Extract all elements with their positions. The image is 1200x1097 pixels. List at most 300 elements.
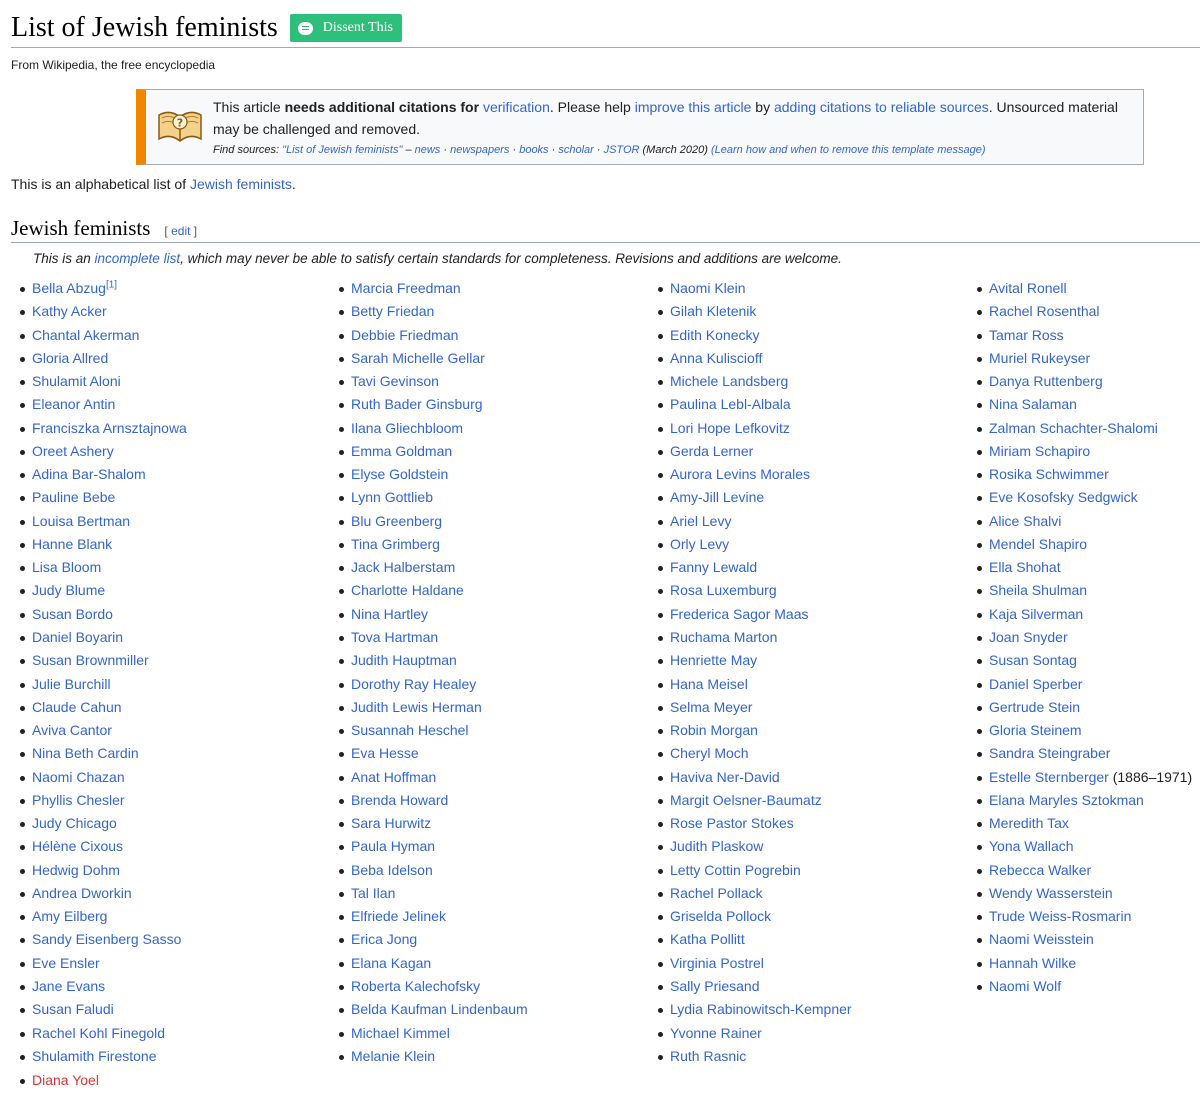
person-link[interactable]: Gertrude Stein	[989, 698, 1081, 715]
person-link[interactable]: Rachel Pollack	[670, 884, 763, 901]
person-link[interactable]: Amy Eilberg	[32, 908, 108, 925]
person-link[interactable]: Eve Ensler	[32, 954, 100, 971]
citation-notice-box	[136, 89, 1144, 165]
person-link[interactable]: Gloria Allred	[32, 349, 109, 366]
life-dates: (1886–1971)	[1108, 768, 1193, 785]
person-link[interactable]: Gerda Lerner	[670, 442, 754, 459]
person-link[interactable]: Susan Faludi	[32, 1001, 114, 1018]
list-item	[339, 836, 528, 859]
list-item	[977, 720, 1192, 743]
list-item	[20, 557, 187, 580]
list-item	[20, 487, 187, 510]
list-item	[658, 790, 852, 813]
list-item	[20, 580, 187, 603]
list-item	[339, 767, 528, 790]
person-link[interactable]: Amy-Jill Levine	[670, 489, 765, 506]
list-item	[20, 371, 187, 394]
person-link[interactable]: Emma Goldman	[351, 442, 453, 459]
person-link[interactable]: Yona Wallach	[989, 838, 1074, 855]
person-link[interactable]: Shulamith Firestone	[32, 1047, 157, 1064]
person-link[interactable]: Paula Hyman	[351, 838, 436, 855]
list-item	[20, 418, 187, 441]
list-item	[339, 557, 528, 580]
list-item	[658, 394, 852, 417]
list-item	[977, 557, 1192, 580]
list-item	[20, 906, 187, 929]
person-link[interactable]: Sandy Eisenberg Sasso	[32, 931, 182, 948]
section-title: Jewish feminists	[11, 216, 151, 240]
list-item	[339, 883, 528, 906]
person-link[interactable]: Eva Hesse	[351, 745, 419, 762]
person-link[interactable]: Oreet Ashery	[32, 442, 114, 459]
person-link[interactable]: Phyllis Chesler	[32, 791, 125, 808]
list-item	[977, 371, 1192, 394]
person-link[interactable]: Hanne Blank	[32, 535, 113, 552]
person-link[interactable]: Eleanor Antin	[32, 396, 116, 413]
list-item	[658, 929, 852, 952]
person-link[interactable]: Naomi Klein	[670, 280, 746, 296]
list-item	[977, 580, 1192, 603]
person-link[interactable]: Susannah Heschel	[351, 722, 469, 739]
person-link[interactable]: Rachel Kohl Finegold	[32, 1024, 166, 1041]
list-item	[339, 674, 528, 697]
person-link[interactable]: Avital Ronell	[989, 280, 1067, 296]
edit-link[interactable]: edit	[171, 224, 191, 238]
list-item	[658, 441, 852, 464]
person-link[interactable]: Zalman Schachter-Shalomi	[989, 419, 1158, 436]
person-link[interactable]: Anat Hoffman	[351, 768, 437, 785]
list-item	[20, 511, 187, 534]
list-item	[977, 325, 1192, 348]
list-item	[20, 953, 187, 976]
person-link[interactable]: Letty Cottin Pogrebin	[670, 861, 801, 878]
person-link[interactable]: Nina Beth Cardin	[32, 745, 139, 762]
person-link[interactable]: Mendel Shapiro	[989, 535, 1088, 552]
person-link[interactable]: Elana Maryles Sztokman	[989, 791, 1144, 808]
list-item	[658, 580, 852, 603]
list-item	[658, 883, 852, 906]
person-link[interactable]: Judy Blume	[32, 582, 106, 599]
reference-link[interactable]: [1]	[105, 279, 118, 291]
newspapers-link[interactable]: newspapers	[450, 144, 510, 156]
list-column-1	[20, 278, 187, 1069]
person-link[interactable]: Danya Ruttenberg	[989, 373, 1103, 390]
list-item	[20, 860, 187, 883]
list-item	[658, 604, 852, 627]
person-link[interactable]: Daniel Boyarin	[32, 628, 124, 645]
section-edit: [ edit ]	[164, 224, 198, 238]
list-item	[339, 325, 528, 348]
tagline: From Wikipedia, the free encyclopedia	[11, 58, 216, 72]
person-link[interactable]: Bella Abzug	[32, 280, 106, 296]
person-link[interactable]: Virginia Postrel	[670, 954, 764, 971]
list-item	[20, 441, 187, 464]
incomplete-list-note: This is an incomplete list, which may never be able to satisfy certain standards for completeness. Revisions and additions are welcome.	[33, 251, 842, 266]
person-link[interactable]: Ruchama Marton	[670, 628, 778, 645]
list-item	[339, 418, 528, 441]
person-link[interactable]: Brenda Howard	[351, 791, 449, 808]
list-item	[339, 487, 528, 510]
list-item	[658, 767, 852, 790]
list-extra	[20, 1070, 99, 1090]
list-column-2	[339, 278, 528, 1069]
person-link[interactable]: Adina Bar-Shalom	[32, 466, 146, 483]
list-item	[658, 487, 852, 510]
list-item	[20, 720, 187, 743]
list-item	[658, 348, 852, 371]
person-link[interactable]: Michele Landsberg	[670, 373, 789, 390]
person-link[interactable]: Melanie Klein	[351, 1047, 436, 1064]
list-item	[20, 1070, 99, 1090]
person-link[interactable]: Sandra Steingraber	[989, 745, 1111, 762]
person-link[interactable]: Ruth Rasnic	[670, 1047, 747, 1064]
list-item	[977, 301, 1192, 324]
list-item	[977, 511, 1192, 534]
list-item	[977, 487, 1192, 510]
person-link[interactable]: Aurora Levins Morales	[670, 466, 811, 483]
list-item	[339, 743, 528, 766]
list-item	[977, 441, 1192, 464]
person-link[interactable]: Naomi Weisstein	[989, 931, 1094, 948]
page-title: List of Jewish feminists	[11, 12, 278, 43]
list-item	[20, 790, 187, 813]
person-link[interactable]: Ruth Bader Ginsburg	[351, 396, 483, 413]
person-link[interactable]: Robin Morgan	[670, 722, 758, 739]
list-item	[20, 394, 187, 417]
person-link[interactable]: Andrea Dworkin	[32, 884, 132, 901]
list-item	[339, 790, 528, 813]
list-item	[977, 348, 1192, 371]
list-item	[339, 976, 528, 999]
list-item	[20, 1023, 187, 1046]
list-item	[658, 557, 852, 580]
person-link[interactable]: Charlotte Haldane	[351, 582, 464, 599]
person-link[interactable]: Paulina Lebl-Albala	[670, 396, 791, 413]
list-item	[20, 1046, 187, 1069]
list-item	[658, 650, 852, 673]
person-link[interactable]: Kaja Silverman	[989, 605, 1084, 622]
person-link[interactable]: Franciszka Arnsztajnowa	[32, 419, 187, 436]
person-link[interactable]: Hedwig Dohm	[32, 861, 120, 878]
person-link[interactable]: Trude Weiss-Rosmarin	[989, 908, 1132, 925]
dissent-button[interactable]	[290, 14, 402, 42]
list-item	[339, 860, 528, 883]
person-link[interactable]: Tova Hartman	[351, 628, 439, 645]
list-item	[658, 860, 852, 883]
book-question-icon	[156, 105, 204, 145]
person-link[interactable]: Marcia Freedman	[351, 280, 461, 296]
list-item	[658, 836, 852, 859]
find-sources: Find sources: "List of Jewish feminists" – news · newspapers · books · scholar · JSTOR (March 2020) (Learn how and when to remove this template message)	[213, 144, 986, 156]
person-link[interactable]: Rosika Schwimmer	[989, 466, 1109, 483]
person-link[interactable]: Claude Cahun	[32, 698, 122, 715]
list-item	[20, 464, 187, 487]
list-item	[658, 325, 852, 348]
person-link[interactable]: Lori Hope Lefkovitz	[670, 419, 790, 436]
list-item	[658, 674, 852, 697]
person-link[interactable]: Susan Sontag	[989, 652, 1077, 669]
person-link[interactable]: Eve Kosofsky Sedgwick	[989, 489, 1138, 506]
list-item	[977, 604, 1192, 627]
person-link[interactable]: Estelle Sternberger	[989, 768, 1109, 785]
title-row	[11, 10, 402, 46]
list-item	[20, 348, 187, 371]
person-link[interactable]: Tavi Gevinson	[351, 373, 439, 390]
list-item	[658, 627, 852, 650]
scholar-link[interactable]: scholar	[558, 144, 594, 156]
list-item	[20, 743, 187, 766]
list-item	[20, 627, 187, 650]
list-item	[339, 720, 528, 743]
person-link[interactable]: Haviva Ner-David	[670, 768, 780, 785]
person-link[interactable]: Sarah Michelle Gellar	[351, 349, 485, 366]
person-link[interactable]: Susan Brownmiller	[32, 652, 149, 669]
list-item	[977, 976, 1192, 999]
person-link[interactable]: Blu Greenberg	[351, 512, 443, 529]
person-link[interactable]: Sheila Shulman	[989, 582, 1088, 599]
list-item	[339, 813, 528, 836]
list-item	[339, 464, 528, 487]
list-item	[339, 394, 528, 417]
person-link[interactable]: Kathy Acker	[32, 303, 107, 320]
list-item	[339, 534, 528, 557]
list-item	[977, 929, 1192, 952]
list-item	[20, 813, 187, 836]
person-link[interactable]: Belda Kaufman Lindenbaum	[351, 1001, 528, 1018]
person-link[interactable]: Joan Snyder	[989, 628, 1068, 645]
person-link[interactable]: Griselda Pollock	[670, 908, 772, 925]
section-heading	[11, 216, 197, 241]
list-item	[20, 767, 187, 790]
person-link[interactable]: Ella Shohat	[989, 559, 1061, 576]
person-link[interactable]: Erica Jong	[351, 931, 418, 948]
list-item	[977, 278, 1192, 301]
person-link[interactable]: Gloria Steinem	[989, 722, 1082, 739]
dissent-label: Dissent This	[322, 20, 393, 35]
person-link[interactable]: Rebecca Walker	[989, 861, 1092, 878]
person-link[interactable]: Lisa Bloom	[32, 559, 102, 576]
person-link[interactable]: Orly Levy	[670, 535, 730, 552]
list-item	[20, 604, 187, 627]
list-item	[20, 697, 187, 720]
list-item	[20, 836, 187, 859]
person-link[interactable]: Yvonne Rainer	[670, 1024, 762, 1041]
person-link[interactable]: Katha Pollitt	[670, 931, 745, 948]
list-item	[977, 418, 1192, 441]
person-link[interactable]: Selma Meyer	[670, 698, 753, 715]
list-item	[658, 743, 852, 766]
list-item	[339, 906, 528, 929]
list-item	[977, 743, 1192, 766]
list-item	[977, 650, 1192, 673]
red-link[interactable]: Diana Yoel	[32, 1072, 99, 1088]
person-link[interactable]: Elyse Goldstein	[351, 466, 449, 483]
person-link[interactable]: Pauline Bebe	[32, 489, 116, 506]
person-link[interactable]: Frederica Sagor Maas	[670, 605, 809, 622]
person-link[interactable]: Tina Grimberg	[351, 535, 440, 552]
person-link[interactable]: Naomi Chazan	[32, 768, 125, 785]
person-link[interactable]: Beba Idelson	[351, 861, 433, 878]
person-link[interactable]: Michael Kimmel	[351, 1024, 450, 1041]
list-item	[339, 278, 528, 301]
list-item	[20, 278, 187, 301]
list-item	[658, 1046, 852, 1069]
list-item	[977, 953, 1192, 976]
list-item	[658, 511, 852, 534]
list-item	[20, 301, 187, 324]
list-item	[977, 534, 1192, 557]
person-link[interactable]: Jack Halberstam	[351, 559, 456, 576]
list-item	[658, 720, 852, 743]
list-item	[658, 301, 852, 324]
person-link[interactable]: Dorothy Ray Healey	[351, 675, 477, 692]
person-link[interactable]: Anna Kuliscioff	[670, 349, 763, 366]
list-item	[977, 790, 1192, 813]
person-link[interactable]: Naomi Wolf	[989, 977, 1062, 994]
list-item	[20, 999, 187, 1022]
list-item	[658, 534, 852, 557]
list-item	[658, 976, 852, 999]
person-link[interactable]: Tal Ilan	[351, 884, 396, 901]
notice-text	[213, 96, 1133, 158]
person-link[interactable]: Debbie Friedman	[351, 326, 459, 343]
person-link[interactable]: Susan Bordo	[32, 605, 113, 622]
person-link[interactable]: Ilana Gliechbloom	[351, 419, 464, 436]
list-item	[339, 929, 528, 952]
svg-text:?: ?	[176, 116, 184, 130]
books-link[interactable]: books	[519, 144, 549, 156]
list-item	[20, 325, 187, 348]
person-link[interactable]: Judy Chicago	[32, 815, 117, 832]
person-link[interactable]: Hannah Wilke	[989, 954, 1077, 971]
person-link[interactable]: Julie Burchill	[32, 675, 111, 692]
list-item	[20, 929, 187, 952]
person-link[interactable]: Betty Friedan	[351, 303, 435, 320]
person-link[interactable]: Edith Konecky	[670, 326, 760, 343]
list-item	[339, 953, 528, 976]
list-item	[658, 906, 852, 929]
person-link[interactable]: Alice Shalvi	[989, 512, 1062, 529]
list-item	[977, 674, 1192, 697]
list-item	[339, 1023, 528, 1046]
list-item	[339, 650, 528, 673]
person-link[interactable]: Hélène Cixous	[32, 838, 124, 855]
list-item	[339, 627, 528, 650]
person-link[interactable]: Sally Priesand	[670, 977, 760, 994]
title-divider	[11, 47, 1200, 48]
list-item	[339, 371, 528, 394]
person-link[interactable]: Louisa Bertman	[32, 512, 131, 529]
list-item	[977, 464, 1192, 487]
adding-citations-link[interactable]: adding citations to reliable sources	[773, 99, 989, 115]
find-query-link[interactable]: "List of Jewish feminists"	[282, 144, 403, 156]
person-link[interactable]: Miriam Schapiro	[989, 442, 1091, 459]
person-link[interactable]: Cheryl Moch	[670, 745, 749, 762]
jstor-link[interactable]: JSTOR	[603, 144, 640, 156]
list-item	[658, 697, 852, 720]
person-link[interactable]: Wendy Wasserstein	[989, 884, 1113, 901]
list-item	[339, 580, 528, 603]
list-item	[20, 674, 187, 697]
list-item	[977, 813, 1192, 836]
person-link[interactable]: Judith Hauptman	[351, 652, 457, 669]
person-link[interactable]: Aviva Cantor	[32, 722, 112, 739]
person-link[interactable]: Nina Hartley	[351, 605, 429, 622]
list-item	[20, 534, 187, 557]
comment-icon	[298, 22, 313, 35]
list-item	[339, 301, 528, 324]
person-link[interactable]: Lydia Rabinowitsch-Kempner	[670, 1001, 852, 1018]
jewish-feminists-link[interactable]: Jewish feminists	[189, 176, 292, 192]
list-item	[339, 604, 528, 627]
person-link[interactable]: Sara Hurwitz	[351, 815, 432, 832]
person-link[interactable]: Jane Evans	[32, 977, 106, 994]
person-link[interactable]: Chantal Akerman	[32, 326, 140, 343]
list-item	[20, 650, 187, 673]
list-item	[977, 767, 1192, 790]
list-item	[339, 441, 528, 464]
list-item	[20, 976, 187, 999]
person-link[interactable]: Shulamit Aloni	[32, 373, 121, 390]
list-item	[658, 999, 852, 1022]
verification-link[interactable]: verification	[482, 99, 550, 115]
list-item	[20, 883, 187, 906]
improve-article-link[interactable]: improve this article	[634, 99, 752, 115]
person-link[interactable]: Judith Plaskow	[670, 838, 764, 855]
person-link[interactable]: Rosa Luxemburg	[670, 582, 777, 599]
list-item	[658, 1023, 852, 1046]
person-link[interactable]: Fanny Lewald	[670, 559, 758, 576]
person-link[interactable]: Margit Oelsner-Baumatz	[670, 791, 822, 808]
list-column-3	[658, 278, 852, 1069]
person-link[interactable]: Gilah Kletenik	[670, 303, 757, 320]
list-item	[977, 883, 1192, 906]
list-item	[658, 418, 852, 441]
list-column-4	[977, 278, 1192, 999]
intro-text: This is an alphabetical list of Jewish feminists.	[11, 176, 296, 192]
list-item	[977, 860, 1192, 883]
list-item	[658, 953, 852, 976]
person-link[interactable]: Lynn Gottlieb	[351, 489, 433, 506]
list-item	[977, 394, 1192, 417]
list-item	[977, 627, 1192, 650]
list-item	[339, 999, 528, 1022]
person-link[interactable]: Elfriede Jelinek	[351, 908, 446, 925]
section-divider	[11, 242, 1200, 243]
person-link[interactable]: Rose Pastor Stokes	[670, 815, 794, 832]
notice-message: This article needs additional citations for verification. Please help improve this article by adding citations to reliable sources. Unsourced material may be challenged and removed.	[213, 99, 1118, 137]
list-item	[658, 371, 852, 394]
person-link[interactable]: Ariel Levy	[670, 512, 732, 529]
person-link[interactable]: Elana Kagan	[351, 954, 432, 971]
list-item	[339, 348, 528, 371]
person-link[interactable]: Tamar Ross	[989, 326, 1064, 343]
person-link[interactable]: Nina Salaman	[989, 396, 1077, 413]
person-link[interactable]: Judith Lewis Herman	[351, 698, 482, 715]
learn-remove-link[interactable]: (Learn how and when to remove this template message)	[710, 144, 986, 156]
list-item	[977, 906, 1192, 929]
person-link[interactable]: Henriette May	[670, 652, 758, 669]
news-link[interactable]: news	[414, 144, 441, 156]
incomplete-list-link[interactable]: incomplete list	[94, 251, 181, 266]
person-link[interactable]: Muriel Rukeyser	[989, 349, 1091, 366]
person-link[interactable]: Meredith Tax	[989, 815, 1069, 832]
person-link[interactable]: Hana Meisel	[670, 675, 748, 692]
list-item	[339, 697, 528, 720]
person-link[interactable]: Rachel Rosenthal	[989, 303, 1100, 320]
person-link[interactable]: Roberta Kalechofsky	[351, 977, 481, 994]
person-link[interactable]: Daniel Sperber	[989, 675, 1083, 692]
